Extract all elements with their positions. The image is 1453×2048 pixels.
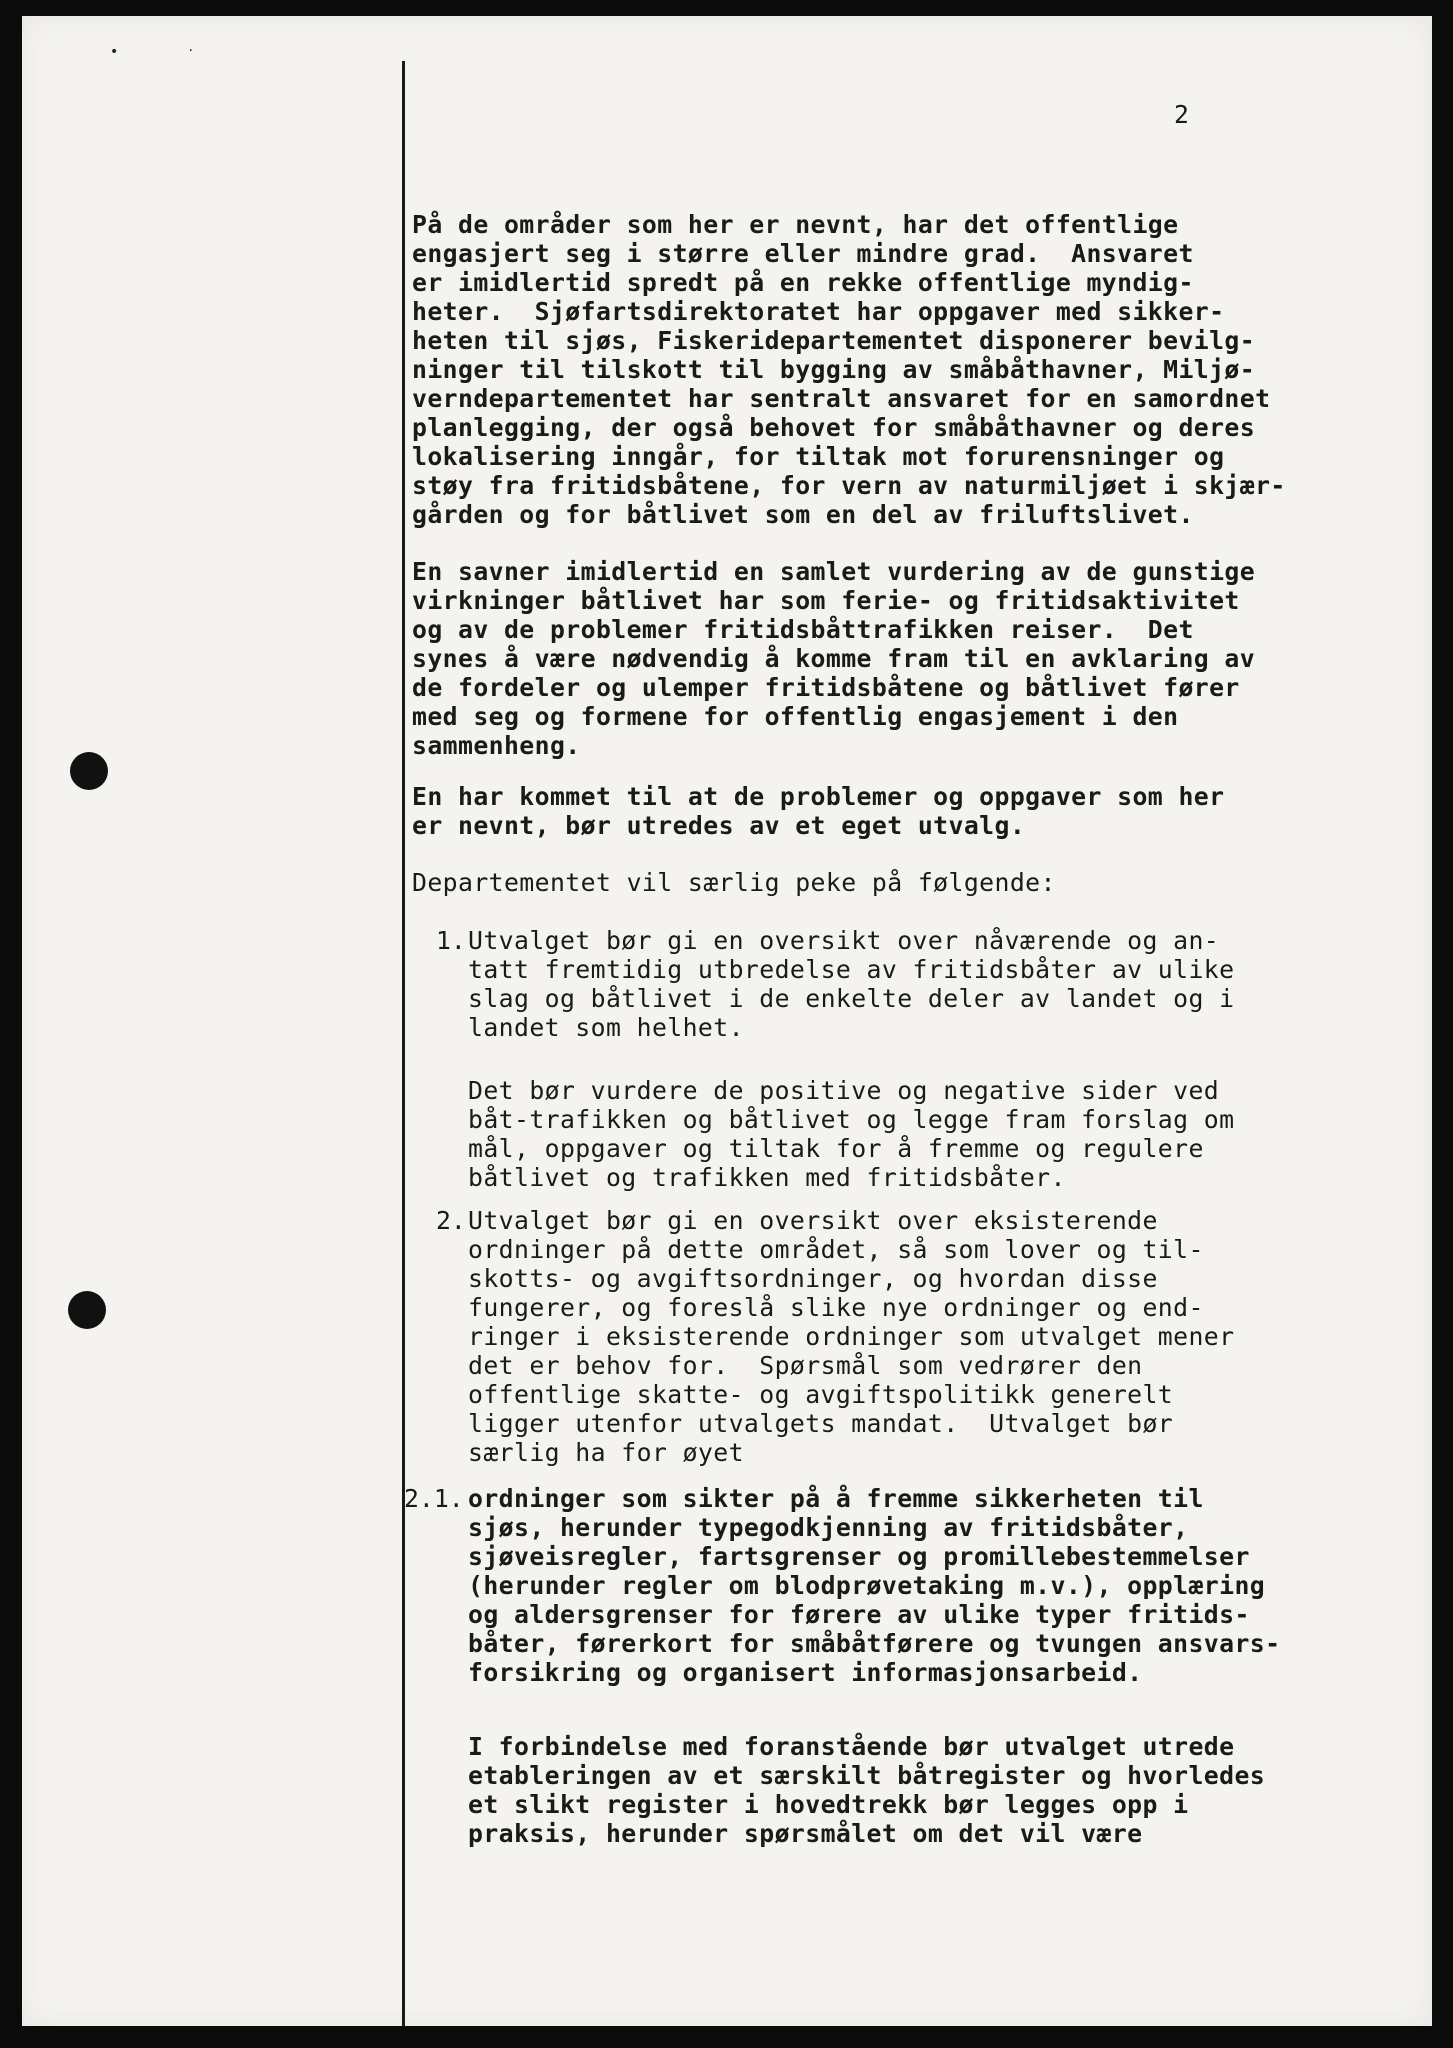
list-number: 2. (436, 1206, 466, 1235)
punch-hole (70, 752, 108, 790)
scan-speck: ٠ (187, 42, 195, 58)
document-page (22, 16, 1432, 2026)
list-item-text: Utvalget bør gi en oversikt over nåværende og an- tatt fremtidig utbredelse av fritidsbåter av ulike slag og båtlivet i de enkelte deler av landet og i landet som helhet. (468, 926, 1235, 1042)
scan-speck: • (110, 44, 119, 60)
list-item-text: ordninger som sikter på å fremme sikkerheten til sjøs, herunder typegodkjenning av fritidsbåter, sjøveisregler, fartsgrenser og promillebestemmelser (herunder regler om blodprøvetaking m.v.), opplæring og aldersgrenser for førere av ulike typer fritids- båter, førerkort for småbåtførere og tvungen ansvars- forsikring og organisert informasjonsarbeid. (468, 1484, 1281, 1687)
page-number: 2 (1174, 100, 1190, 129)
paragraph-assessment: En savner imidlertid en samlet vurdering av de gunstige virkninger båtlivet har som ferie- og fritidsaktivitet og av de problemer fritidsbåttrafikken reiser. Det synes å være nødvendig å komme fram til en avklaring av de fordeler og ulemper fritidsbåtene og båtlivet fører med seg og formene for offentlig engasjement i den sammenheng. (412, 557, 1256, 760)
margin-rule (402, 61, 405, 2026)
list-item-text: Utvalget bør gi en oversikt over eksisterende ordninger på dette området, så som lover og til- skotts- og avgiftsordninger, og hvordan disse fungerer, og foreslå slike nye ordninger og end- ringer i eksisterende ordninger som utvalget mener det er behov for. Spørsmål som vedrører den offentlige skatte- og avgiftspolitikk generelt ligger utenfor utvalgets mandat. Utvalget bør særlig ha for øyet (468, 1206, 1235, 1467)
list-item-followup-text: I forbindelse med foranstående bør utvalget utrede etableringen av et særskilt båtregister og hvorledes et slikt register i hovedtrekk bør legges opp i praksis, herunder spørsmålet om det vil være (468, 1732, 1266, 1848)
paragraph-responsibility: På de områder som her er nevnt, har det offentlige engasjert seg i større eller mindre grad. Ansvaret er imidlertid spredt på en rekke offentlige myndig- heter. Sjøfartsdirektoratet har oppgaver med sikker- heten til sjøs, Fiskeridepartementet disponerer bevilg- ninger til tilskott til bygging av småbåthavner, Miljø- verndepartementet har sentralt ansvaret for en samordnet planlegging, der også behovet for småbåthavner og deres lokalisering inngår, for tiltak mot forurensninger og støy fra fritidsbåtene, for vern av naturmiljøet i skjær- gården og for båtlivet som en del av friluftslivet. (412, 210, 1286, 529)
paragraph-intro-list: Departementet vil særlig peke på følgende: (412, 868, 1056, 897)
paragraph-committee: En har kommet til at de problemer og oppgaver som her er nevnt, bør utredes av et eget utvalg. (412, 782, 1225, 840)
list-number: 2.1. (404, 1484, 464, 1513)
punch-hole (68, 1291, 106, 1329)
list-number: 1. (436, 926, 466, 955)
list-item-followup-text: Det bør vurdere de positive og negative sider ved båt-trafikken og båtlivet og legge fram forslag om mål, oppgaver og tiltak for å fremme og regulere båtlivet og trafikken med fritidsbåter. (468, 1076, 1235, 1192)
